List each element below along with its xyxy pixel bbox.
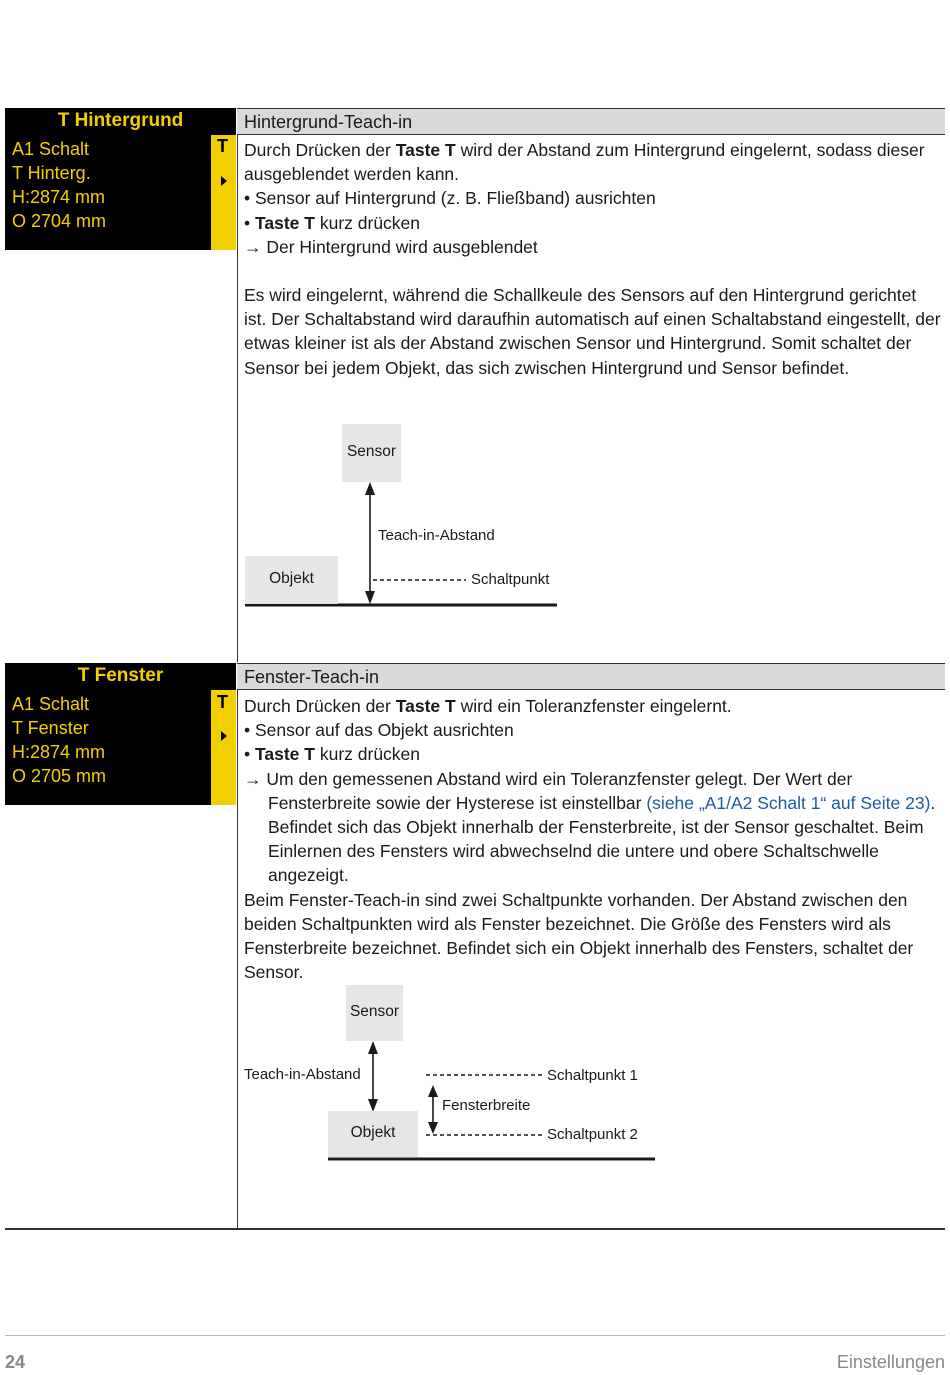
display-lines <box>12 692 106 788</box>
teach-in-distance-label: Teach-in-Abstand <box>378 527 495 544</box>
switch-point-label: Schaltpunkt <box>471 571 550 588</box>
display-line-4: O 2705 mm <box>12 766 107 786</box>
intro-text: Durch Drücken der Taste T wird ein Toleranzfenster eingelernt. <box>244 696 732 716</box>
section-body-hintergrund <box>244 138 942 380</box>
display-line-2: T Fenster <box>12 718 89 738</box>
section-heading-hintergrund: Hintergrund-Teach-in <box>237 108 945 135</box>
key-t-label: T <box>217 692 228 712</box>
section-body-fenster <box>244 694 944 984</box>
teach-in-distance-label: Teach-in-Abstand <box>244 1066 361 1083</box>
display-line-1: A1 Schalt <box>12 139 90 159</box>
display-line-3: H:2874 mm <box>12 742 106 762</box>
display-hintergrund <box>5 135 236 250</box>
bullet-item: • Taste T kurz drücken <box>244 744 421 765</box>
object-box: Objekt <box>245 556 338 604</box>
bullet-item: • Taste T kurz drücken <box>244 212 421 233</box>
window-width-label: Fensterbreite <box>442 1097 531 1114</box>
param-title-fenster: T Fenster <box>5 663 236 690</box>
footer-rule <box>5 1335 945 1336</box>
bullet-item: • Sensor auf Hintergrund (z. B. Fließband) ausrichten <box>244 188 656 209</box>
arrow-right-icon <box>221 176 227 186</box>
display-line-2: T Hinterg. <box>12 163 91 183</box>
table-bottom-rule <box>5 1228 945 1230</box>
section-heading-fenster: Fenster-Teach-in <box>237 663 945 690</box>
page-number: 24 <box>5 1352 26 1372</box>
object-box: Objekt <box>328 1111 418 1157</box>
page-reference-link[interactable]: (siehe „A1/A2 Schalt 1“ auf Seite 23) <box>646 792 931 813</box>
column-divider <box>237 690 238 1229</box>
display-line-4: O 2704 mm <box>12 211 107 231</box>
bullet-item: • Sensor auf das Objekt ausrichten <box>244 720 514 741</box>
sensor-box: Sensor <box>342 424 401 482</box>
result-text: → Um den gemessenen Abstand wird ein Toleranzfenster gelegt. Der Wert der Fensterbreite sowie der Hysterese ist einstellbar (siehe „A1/A2 Schalt 1“ auf Seite 23). Befindet sich das Objekt innerhalb der Fensterbreite, ist der Sensor geschaltet. Beim Einlernen des Fensters wird abwechselnd die untere und obere Schaltschwelle angezeigt. <box>244 768 936 886</box>
explanation-paragraph: Es wird eingelernt, während die Schallkeule des Sensors auf den Hintergrund gerichtet ist. Der Schaltabstand wird daraufhin automatisch auf einen Schaltabstand eingestellt, der etwas kleiner ist als der Abstand zwischen Sensor und Hintergrund. Somit schaltet der Sensor bei jedem Objekt, das sich zwischen Hintergrund und Sensor befindet. <box>244 285 941 378</box>
param-title-hintergrund: T Hintergrund <box>5 108 236 135</box>
display-line-3: H:2874 mm <box>12 187 106 207</box>
switch-point-2-label: Schaltpunkt 2 <box>547 1126 638 1143</box>
column-divider <box>237 135 238 662</box>
arrow-right-icon <box>221 731 227 741</box>
display-line-1: A1 Schalt <box>12 694 90 714</box>
explanation-paragraph: Beim Fenster-Teach-in sind zwei Schaltpunkte vorhanden. Der Abstand zwischen den beiden Schaltpunkten wird als Fenster bezeichnet. Die Größe des Fensters wird als Fensterbreite bezeichnet. Befindet sich ein Objekt innerhalb des Fensters, schaltet der Sensor. <box>244 889 914 983</box>
key-t-label: T <box>217 136 228 156</box>
intro-text: Durch Drücken der Taste T wird der Abstand zum Hintergrund eingelernt, sodass dieser ausgeblendet werden kann. <box>244 140 925 185</box>
sensor-box: Sensor <box>346 985 403 1041</box>
chapter-name: Einstellungen <box>836 1352 945 1372</box>
display-lines <box>12 137 106 233</box>
switch-point-1-label: Schaltpunkt 1 <box>547 1067 638 1084</box>
result-text: → Der Hintergrund wird ausgeblendet <box>244 236 538 257</box>
display-fenster <box>5 690 236 805</box>
